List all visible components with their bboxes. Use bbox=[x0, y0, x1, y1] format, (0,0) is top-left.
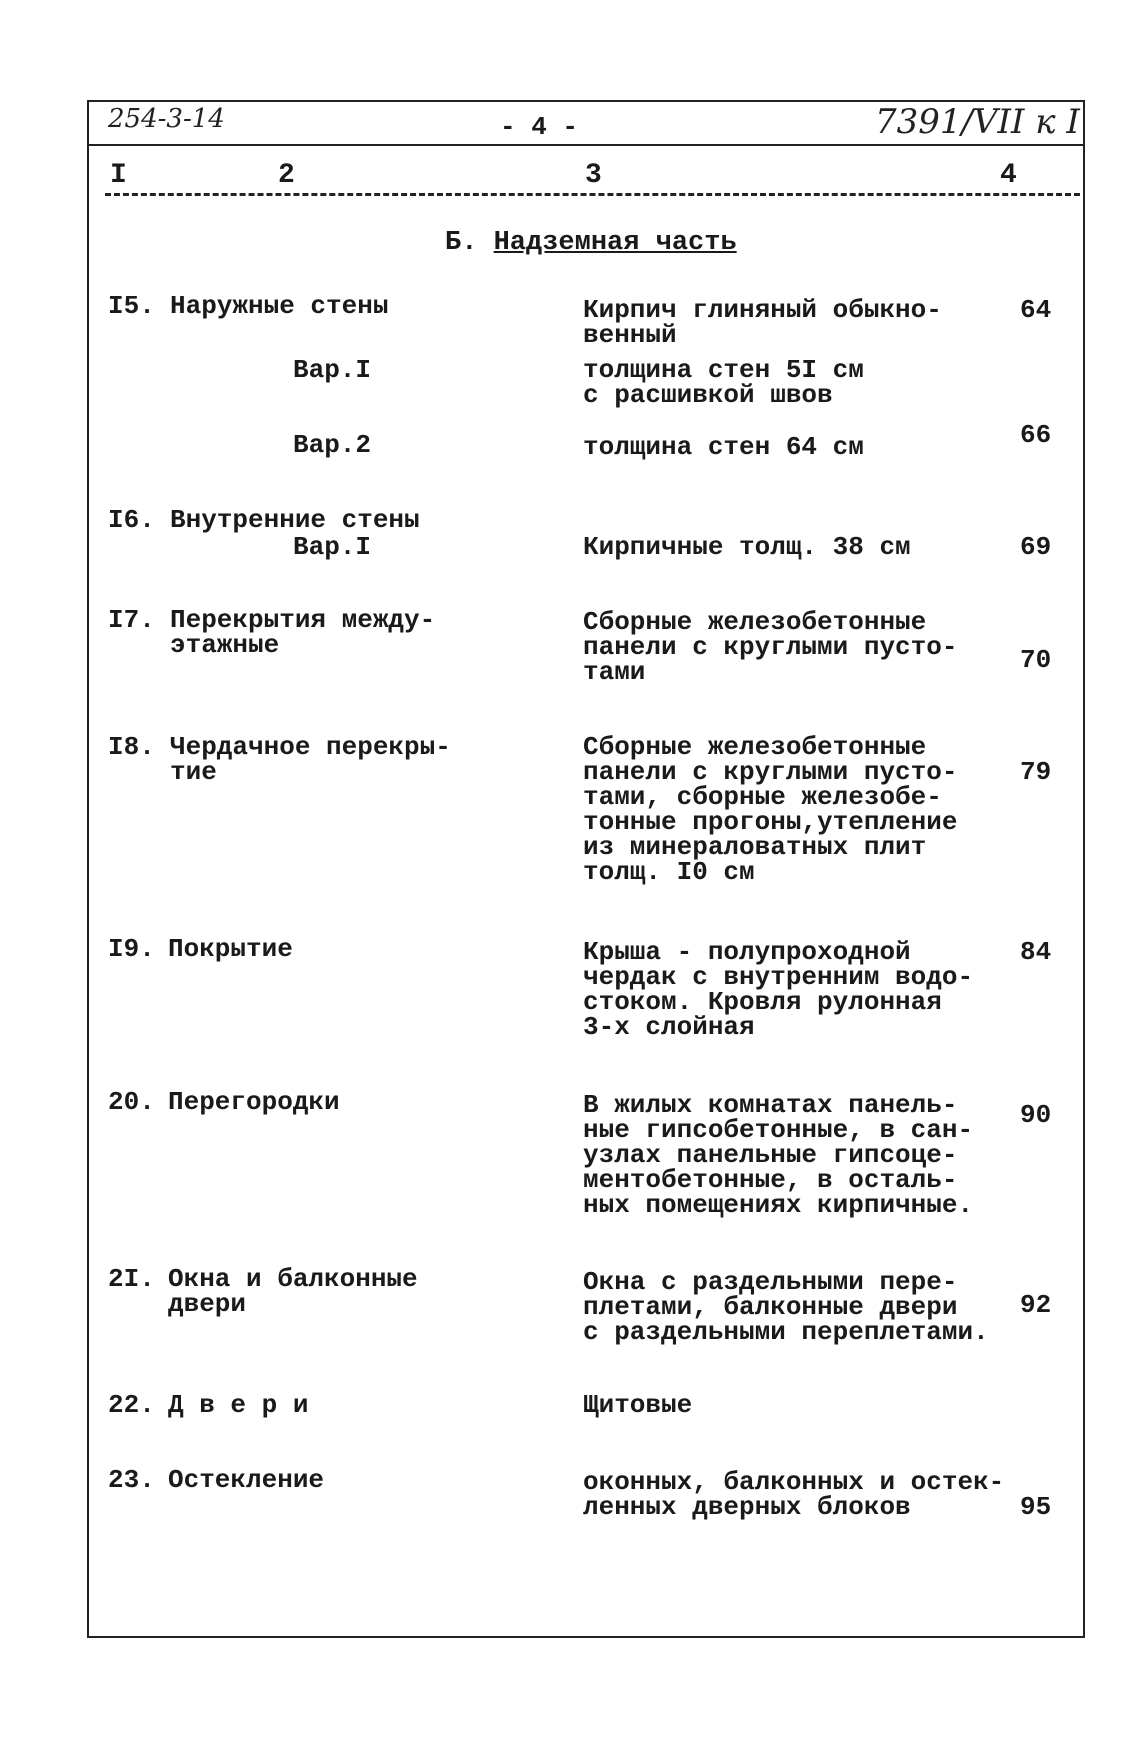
column-number-4: 4 bbox=[1000, 160, 1017, 191]
item-description: Сборные железобетонные панели с круглыми пусто- тами, сборные железобе- тонные прогоны,утепление из минераловатных плит толщ. I0 см bbox=[583, 732, 958, 887]
section-title bbox=[445, 228, 737, 258]
document-code-left: 254-3-14 bbox=[108, 104, 225, 134]
item-description: толщина стен 64 см bbox=[583, 432, 864, 462]
header-divider bbox=[87, 144, 1085, 146]
item-description: Щитовые bbox=[583, 1390, 693, 1420]
column-dash-line bbox=[105, 193, 1080, 196]
item-page: 92 bbox=[1020, 1290, 1052, 1320]
column-number-3: 3 bbox=[585, 160, 602, 191]
item-name: Д в е р и bbox=[168, 1390, 309, 1420]
section-title-prefix: Б. bbox=[445, 228, 478, 258]
item-page: 90 bbox=[1020, 1100, 1052, 1130]
item-number: 22. bbox=[108, 1390, 155, 1420]
item-description: Крыша - полупроходной чердак с внутренним водо- стоком. Кровля рулонная 3-х слойная bbox=[583, 937, 974, 1042]
item-description: толщина стен 5I см с расшивкой швов bbox=[583, 355, 864, 410]
item-number: I7. bbox=[108, 605, 155, 635]
item-name: Внутренние стены bbox=[170, 505, 420, 535]
item-variant: Вар.I bbox=[293, 355, 372, 385]
item-page: 69 bbox=[1020, 532, 1052, 562]
item-number: I5. bbox=[108, 291, 155, 321]
item-description: Кирпичные толщ. 38 см bbox=[583, 532, 911, 562]
item-page: 66 bbox=[1020, 420, 1052, 450]
item-name: Чердачное перекры- тие bbox=[170, 732, 451, 787]
item-page: 70 bbox=[1020, 645, 1052, 675]
item-description: В жилых комнатах панель- ные гипсобетонные, в сан- узлах панельные гипсоце- ментобетонные, в осталь- ных помещениях кирпичные. bbox=[583, 1090, 974, 1220]
item-number: 20. bbox=[108, 1087, 155, 1117]
item-name: Покрытие bbox=[168, 934, 293, 964]
item-description: Сборные железобетонные панели с круглыми пусто- тами bbox=[583, 607, 958, 687]
item-variant: Вар.2 bbox=[293, 430, 372, 460]
item-name: Наружные стены bbox=[170, 291, 389, 321]
page-number: - 4 - bbox=[500, 112, 579, 142]
item-name: Остекление bbox=[168, 1465, 325, 1495]
item-page: 84 bbox=[1020, 937, 1052, 967]
document-code-right: 7391/VII к I bbox=[875, 102, 1080, 142]
column-number-1: I bbox=[110, 160, 127, 191]
item-description: Окна с раздельными пере- плетами, балконные двери с раздельными переплетами. bbox=[583, 1267, 989, 1347]
item-number: I6. bbox=[108, 505, 155, 535]
item-description: Кирпич глиняный обыкно- венный bbox=[583, 295, 942, 350]
item-page: 79 bbox=[1020, 757, 1052, 787]
item-page: 64 bbox=[1020, 295, 1052, 325]
item-name: Окна и балконные двери bbox=[168, 1264, 418, 1319]
item-name: Перекрытия между- этажные bbox=[170, 605, 436, 660]
item-variant: Вар.I bbox=[293, 532, 372, 562]
item-number: I8. bbox=[108, 732, 155, 762]
item-page: 95 bbox=[1020, 1492, 1052, 1522]
item-number: 23. bbox=[108, 1465, 155, 1495]
item-name: Перегородки bbox=[168, 1087, 340, 1117]
item-number: 2I. bbox=[108, 1264, 155, 1294]
item-description: оконных, балконных и остек- ленных дверных блоков bbox=[583, 1467, 1005, 1522]
section-title-text: Надземная часть bbox=[493, 228, 737, 258]
item-number: I9. bbox=[108, 934, 155, 964]
column-number-2: 2 bbox=[278, 160, 295, 191]
